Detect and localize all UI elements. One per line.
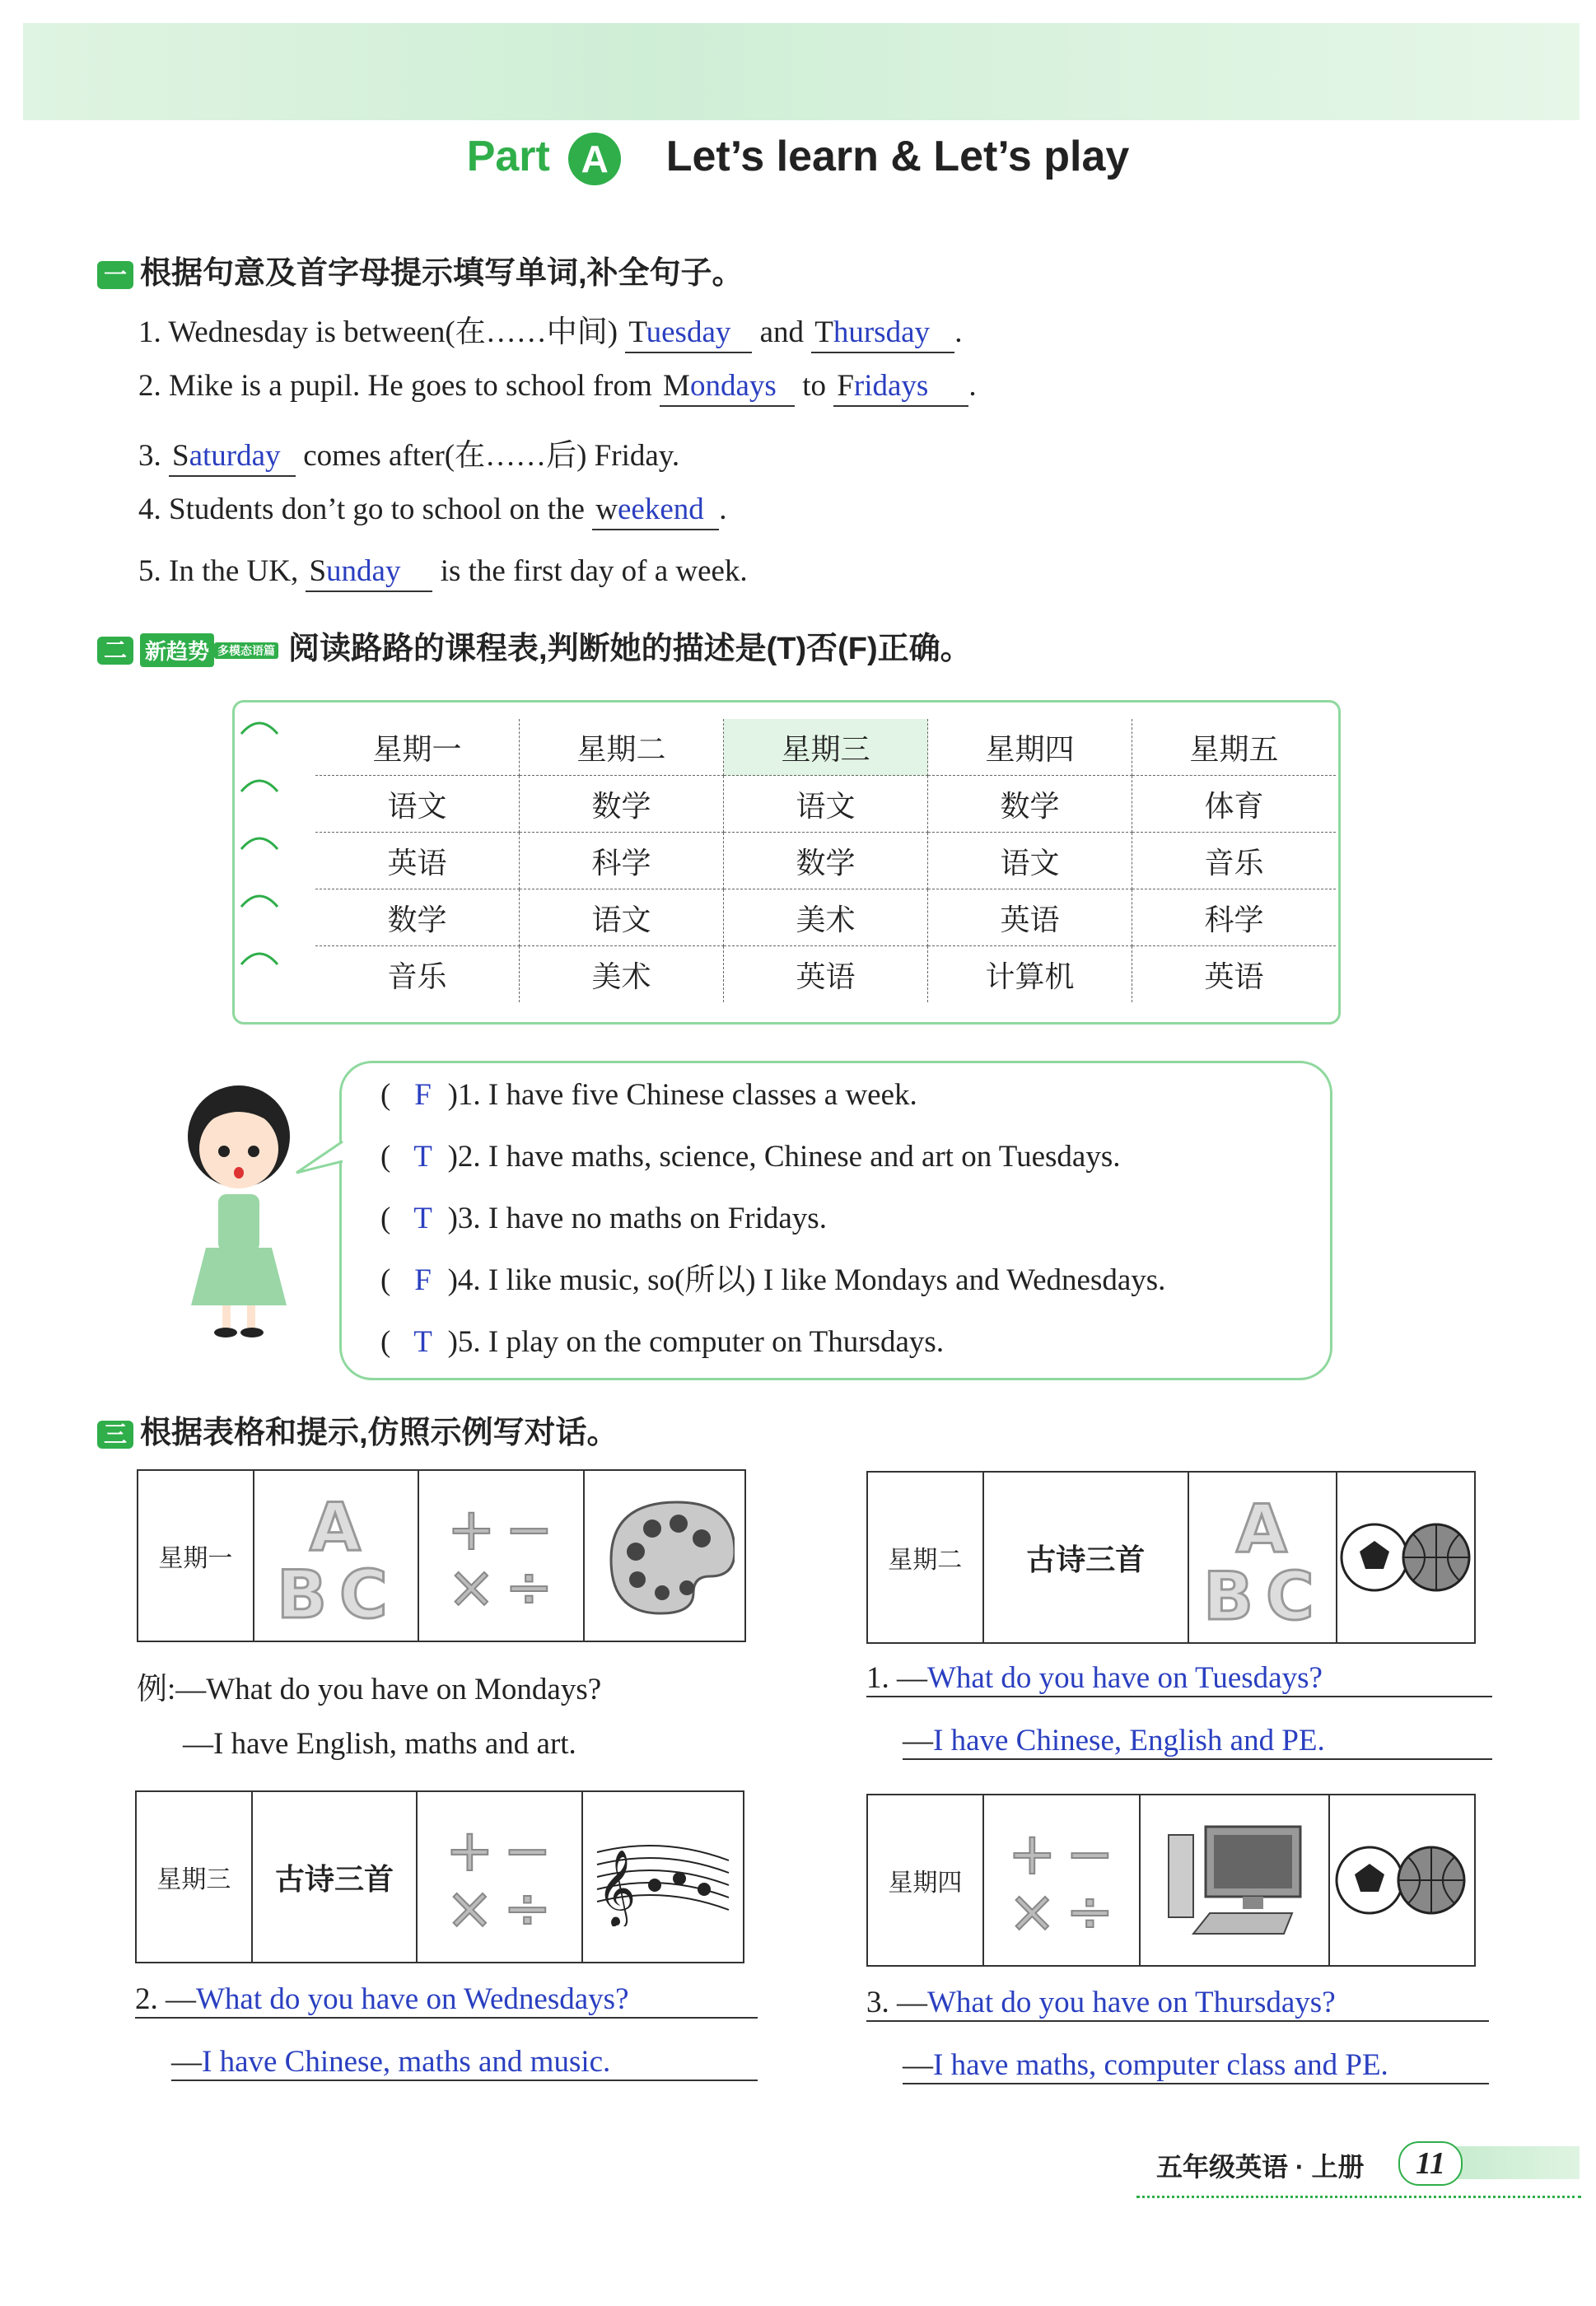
section1-instruction: 根据句意及首字母提示填写单词,补全句子。 <box>140 256 744 291</box>
schedule-header: 星期二 <box>520 719 724 776</box>
svg-text:×: × <box>1008 1878 1057 1938</box>
answer-2-question[interactable]: 2. —What do you have on Wednesdays? <box>135 1982 758 2019</box>
item-number: 3. <box>138 439 161 473</box>
day-cell <box>868 1473 984 1642</box>
schedule-row <box>315 776 1336 833</box>
answer-text: ondays <box>689 369 777 403</box>
schedule-cell: 数学 <box>928 776 1132 833</box>
title-part: Part <box>466 133 550 180</box>
answer-text: eekend <box>617 492 704 526</box>
schedule-header-row <box>315 719 1336 776</box>
schedule-header: 星期三 <box>724 719 928 776</box>
item-text: Mike is a pupil. He goes to school from <box>169 369 652 403</box>
section2-heading <box>97 623 972 668</box>
answer-question-text: What do you have on Thursdays? <box>927 1986 1336 2019</box>
schedule-row <box>315 889 1336 946</box>
svg-text:C: C <box>1265 1558 1314 1627</box>
answer-blank[interactable] <box>306 553 432 592</box>
section2-instruction: 阅读路路的课程表,判断她的描述是(T)否(F)正确。 <box>288 632 972 666</box>
answer-response-text: I have Chinese, English and PE. <box>933 1724 1325 1758</box>
item-number: 1. <box>138 315 161 349</box>
answer-3-response[interactable]: —I have maths, computer class and PE. <box>903 2047 1489 2084</box>
item-text: . <box>954 315 963 349</box>
schedule-header: 星期四 <box>928 719 1132 776</box>
schedule-cell: 数学 <box>520 776 724 833</box>
answer-number: 2. <box>135 1982 158 2016</box>
section2-number: 二 <box>97 637 133 665</box>
hint-letter: T <box>814 315 833 349</box>
tf-statement-4: ( F )4. I like music, so(所以) I like Mondays and Wednesdays. <box>380 1249 1165 1311</box>
subject-box-monday <box>137 1469 746 1642</box>
schedule-cell: 数学 <box>724 833 928 889</box>
schedule-cell: 音乐 <box>315 946 520 1003</box>
day-cell <box>138 1471 254 1641</box>
chinese-poem-icon <box>984 1473 1189 1642</box>
item-number: 5. <box>138 554 161 588</box>
schedule-cell: 语文 <box>520 889 724 946</box>
s1-item-3 <box>138 430 679 477</box>
svg-text:−: − <box>1066 1823 1114 1888</box>
svg-text:+: + <box>446 1819 495 1884</box>
hint-letter: T <box>628 315 646 349</box>
answer-text: ridays <box>853 369 929 403</box>
tf-mark[interactable]: T <box>413 1202 432 1235</box>
answer-blank[interactable] <box>660 368 795 407</box>
answer-response-text: I have maths, computer class and PE. <box>933 2048 1388 2082</box>
schedule-cell: 语文 <box>724 776 928 833</box>
answer-response-text: I have Chinese, maths and music. <box>202 2045 611 2079</box>
day-label: 星期二 <box>888 1546 963 1575</box>
trend-tag-small: 多模态语篇 <box>214 642 278 659</box>
statement-text: )5. I play on the computer on Thursdays. <box>447 1325 945 1359</box>
schedule-cell: 计算机 <box>928 946 1132 1003</box>
svg-text:÷: ÷ <box>505 1553 554 1613</box>
schedule-cell: 科学 <box>1132 889 1337 946</box>
answer-1-response[interactable]: —I have Chinese, English and PE. <box>903 1723 1492 1760</box>
schedule-header: 星期五 <box>1132 719 1337 776</box>
answer-2-response[interactable]: —I have Chinese, maths and music. <box>171 2044 758 2081</box>
svg-text:B: B <box>1202 1558 1253 1627</box>
bubble-tail-icon <box>293 1137 348 1186</box>
schedule-table <box>315 719 1336 1002</box>
answer-question-text: What do you have on Wednesdays? <box>196 1982 629 2016</box>
english-abc-icon <box>1189 1473 1337 1642</box>
hint-letter: M <box>663 369 690 403</box>
answer-text: aturday <box>189 439 281 473</box>
art-palette-icon <box>585 1471 744 1641</box>
schedule-row <box>315 833 1336 889</box>
maths-symbols-icon <box>984 1795 1141 1965</box>
svg-text:C: C <box>339 1557 388 1626</box>
tf-mark[interactable]: F <box>414 1263 432 1297</box>
schedule-cell: 英语 <box>928 889 1132 946</box>
tf-mark[interactable]: F <box>414 1078 432 1112</box>
day-cell <box>137 1792 253 1962</box>
section1-number: 一 <box>97 261 133 289</box>
answer-number: 1. <box>866 1661 889 1695</box>
answer-question-text: What do you have on Tuesdays? <box>927 1661 1323 1695</box>
svg-text:+: + <box>1008 1823 1057 1888</box>
answer-text: hursday <box>833 315 931 349</box>
hint-letter: w <box>595 492 618 526</box>
answer-number: 3. <box>866 1986 889 2019</box>
item-text: comes after(在……后) Friday. <box>303 439 680 473</box>
hint-letter: S <box>172 439 189 473</box>
day-label: 星期一 <box>158 1544 233 1573</box>
tf-mark[interactable]: T <box>413 1140 432 1174</box>
svg-text:−: − <box>505 1498 554 1563</box>
title-letter-badge: A <box>568 133 621 185</box>
section1-heading <box>97 247 744 292</box>
schedule-cell: 语文 <box>928 833 1132 889</box>
english-abc-icon <box>254 1471 419 1641</box>
answer-text: uesday <box>646 315 731 349</box>
item-text: Wednesday is between(在……中间) <box>168 315 618 349</box>
poem-text: 古诗三首 <box>275 1862 394 1897</box>
item-text: Students don’t go to school on the <box>169 492 585 526</box>
subject-box-thursday <box>866 1794 1476 1967</box>
tf-statement-5: ( T )5. I play on the computer on Thursdays. <box>380 1311 1165 1373</box>
schedule-cell: 音乐 <box>1132 833 1337 889</box>
tf-mark[interactable]: T <box>413 1325 432 1359</box>
day-label: 星期三 <box>156 1865 231 1894</box>
svg-text:−: − <box>503 1819 553 1884</box>
schedule-cell: 体育 <box>1132 776 1337 833</box>
title-text: Let’s learn & Let’s play <box>665 133 1130 180</box>
statement-text: )3. I have no maths on Fridays. <box>447 1202 827 1235</box>
item-text: is the first day of a week. <box>440 554 748 588</box>
answer-blank[interactable] <box>592 492 719 530</box>
poem-text: 古诗三首 <box>1026 1543 1146 1577</box>
s1-item-1 <box>138 306 963 353</box>
svg-text:A: A <box>310 1489 361 1566</box>
svg-text:×: × <box>446 1874 495 1935</box>
schedule-row <box>315 946 1336 1003</box>
answer-blank[interactable] <box>625 315 752 353</box>
answer-text: unday <box>326 554 401 588</box>
item-text: . <box>968 369 977 403</box>
section3-heading <box>97 1407 618 1452</box>
statement-text: )1. I have five Chinese classes a week. <box>447 1078 917 1112</box>
day-cell <box>868 1795 984 1965</box>
item-text: In the UK, <box>169 554 299 588</box>
schedule-cell: 数学 <box>315 889 520 946</box>
maths-symbols-icon <box>419 1471 584 1641</box>
schedule-cell: 美术 <box>724 889 928 946</box>
schedule-card <box>232 700 1341 1025</box>
answer-blank[interactable] <box>811 315 954 353</box>
svg-text:+: + <box>447 1498 497 1563</box>
statement-text: )4. I like music, so(所以) I like Mondays and Wednesdays. <box>447 1263 1166 1297</box>
girl-illustration <box>156 1071 321 1342</box>
s1-item-2 <box>138 368 977 407</box>
s1-item-4 <box>138 492 726 530</box>
subject-box-tuesday <box>866 1471 1476 1644</box>
svg-text:B: B <box>277 1557 328 1626</box>
schedule-cell: 美术 <box>520 946 724 1003</box>
music-notes-icon <box>583 1792 743 1962</box>
notebook-rings-icon <box>235 703 284 1022</box>
item-text: and <box>759 315 804 349</box>
schedule-cell: 英语 <box>1204 959 1264 994</box>
chinese-poem-icon <box>253 1792 418 1962</box>
item-number: 2. <box>138 369 161 403</box>
schedule-cell: 英语 <box>724 946 928 1003</box>
answer-blank[interactable] <box>833 368 968 407</box>
subject-box-wednesday <box>135 1790 744 1963</box>
schedule-cell: 科学 <box>520 833 724 889</box>
svg-text:𝄞: 𝄞 <box>596 1849 637 1926</box>
s1-item-5 <box>138 553 748 592</box>
page-title <box>0 132 1596 185</box>
day-label: 星期四 <box>888 1869 963 1898</box>
hint-letter: S <box>309 554 327 588</box>
trend-tag: 新趋势 <box>140 633 214 667</box>
svg-text:÷: ÷ <box>503 1874 553 1935</box>
header-band <box>23 23 1580 120</box>
example-label: 例: <box>137 1673 176 1706</box>
answer-3-question[interactable]: 3. —What do you have on Thursdays? <box>866 1985 1489 2022</box>
svg-text:÷: ÷ <box>1066 1878 1114 1938</box>
item-text: to <box>802 369 827 403</box>
schedule-header: 星期一 <box>315 719 520 776</box>
pe-balls-icon <box>1330 1795 1474 1965</box>
hint-letter: F <box>837 369 854 403</box>
example-answer: —I have English, maths and art. <box>183 1727 576 1761</box>
item-number: 4. <box>138 492 161 526</box>
section3-number: 三 <box>97 1421 133 1449</box>
svg-text:A: A <box>1235 1491 1287 1567</box>
answer-1-question[interactable]: 1. —What do you have on Tuesdays? <box>866 1660 1492 1697</box>
schedule-cell: 语文 <box>315 776 520 833</box>
item-text: . <box>719 492 727 526</box>
page-number: 11 <box>1398 2141 1463 2186</box>
schedule-cell: 英语 <box>315 833 520 889</box>
statement-text: )2. I have maths, science, Chinese and art on Tuesdays. <box>447 1140 1121 1174</box>
example-dialog <box>137 1664 601 1708</box>
pe-balls-icon <box>1337 1473 1474 1642</box>
footer-book-title: 五年级英语 · 上册 <box>1156 2152 1365 2182</box>
tf-statement-2: ( T )2. I have maths, science, Chinese and art on Tuesdays. <box>380 1126 1165 1188</box>
maths-symbols-icon <box>418 1792 582 1962</box>
answer-blank[interactable] <box>169 438 296 477</box>
footer-dots <box>1136 2196 1581 2198</box>
section3-instruction: 根据表格和提示,仿照示例写对话。 <box>140 1416 618 1450</box>
tf-statement-1: ( F )1. I have five Chinese classes a week. <box>380 1064 1165 1126</box>
svg-text:×: × <box>447 1553 497 1613</box>
computer-icon <box>1141 1795 1330 1965</box>
example-question: —What do you have on Mondays? <box>175 1673 602 1706</box>
tf-statements <box>380 1064 1165 1373</box>
tf-statement-3: ( T )3. I have no maths on Fridays. <box>380 1188 1165 1249</box>
